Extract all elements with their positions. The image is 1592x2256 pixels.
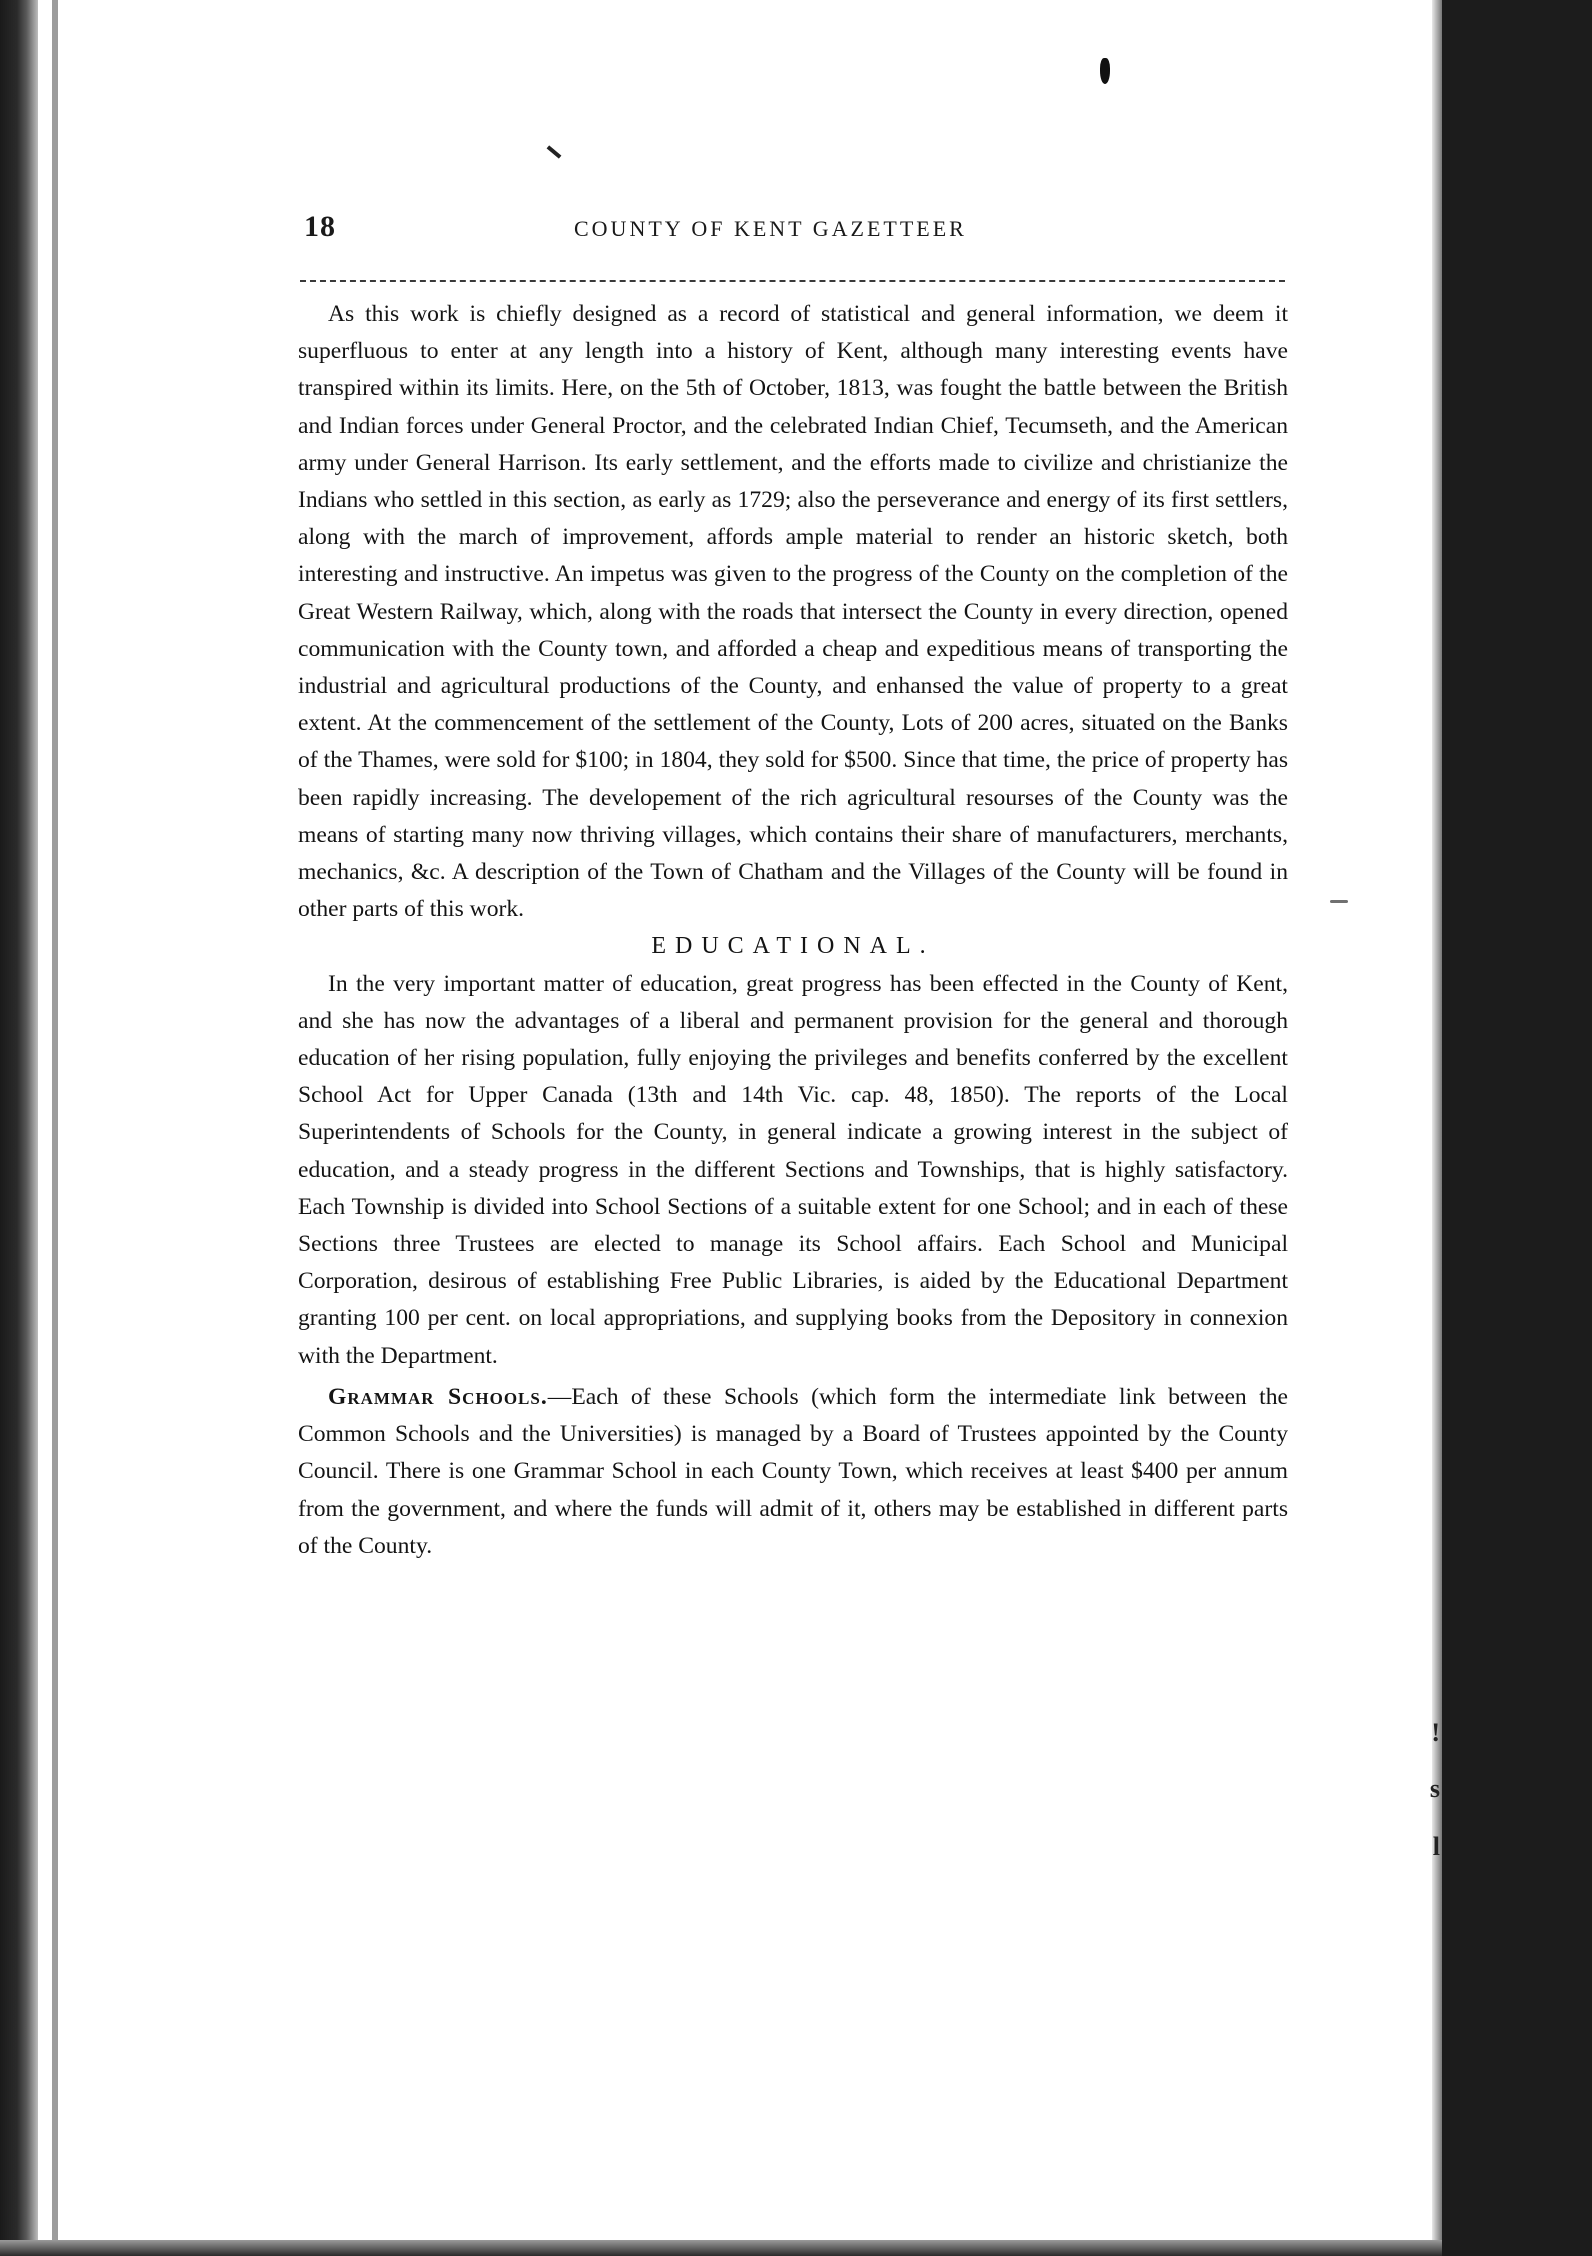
page-number: 18 [304, 210, 336, 243]
header-rule [300, 280, 1285, 282]
margin-mark-2: s [1429, 1774, 1440, 1803]
right-page-edge [1429, 0, 1442, 2256]
page-header [304, 210, 1288, 256]
margin-mark-1: ! [1431, 1718, 1440, 1747]
ink-mark [547, 145, 562, 158]
section-heading: EDUCATIONAL. [651, 933, 935, 960]
page-body [298, 296, 1288, 1565]
running-head: COUNTY OF KENT GAZETTEER [574, 216, 967, 241]
grammar-schools-lead: Grammar Schools. [328, 1383, 548, 1410]
ink-speck [1330, 900, 1348, 903]
ink-speck [1100, 58, 1110, 84]
left-scan-border [0, 0, 38, 2256]
grammar-schools-text: —Each of these Schools (which form the intermediate link between the Common Schools and the Universities) is managed by a Board of Trustees appointed by the County Council. There is one Grammar School in each County Town, which receives at least $400 per annum from the government, and where the funds will admit of it, others may be established in different parts of the County. [298, 1383, 1288, 1559]
grammar-schools-paragraph [298, 1379, 1288, 1565]
right-scan-border [1442, 0, 1592, 2256]
bottom-scan-border [0, 2240, 1442, 2256]
intro-paragraph: As this work is chiefly designed as a record of statistical and general information, we deem it superfluous to enter at any length into a history of Kent, although many interesting events have transpired within its limits. Here, on the 5th of October, 1813, was fought the battle between the British and Indian forces under General Proctor, and the celebrated Indian Chief, Tecumseth, and the American army under General Harrison. Its early settlement, and the efforts made to civilize and christianize the Indians who settled in this section, as early as 1729; also the perseverance and energy of its first settlers, along with the march of improvement, affords ample material to render an historic sketch, both interesting and instructive. An impetus was given to the progress of the County on the completion of the Great Western Railway, which, along with the roads that intersect the County in every direction, opened communication with the County town, and afforded a cheap and expeditious means of transporting the industrial and agricultural productions of the County, and enhansed the value of property to a great extent. At the commencement of the settlement of the County, Lots of 200 acres, situated on the Banks of the Thames, were sold for $100; in 1804, they sold for $500. Since that time, the price of property has been rapidly increasing. The developement of the rich agricultural resourses of the County was the means of starting many now thriving villages, which contains their share of manufacturers, merchants, mechanics, &c. A description of the Town of Chatham and the Villages of the County will be found in other parts of this work. [298, 301, 1288, 923]
education-paragraph: In the very important matter of education, great progress has been effected in the County of Kent, and she has now the advantages of a liberal and permanent provision for the general and thorough education of her rising population, fully enjoying the privileges and benefits conferred by the excellent School Act for Upper Canada (13th and 14th Vic. cap. 48, 1850). The reports of the Local Superintendents of Schools for the County, in general indicate a growing interest in the subject of education, and a steady progress in the different Sections and Townships, that is highly satisfactory. Each Township is divided into School Sections of a suitable extent for one School; and in each of these Sections three Trustees are elected to manage its School affairs. Each School and Municipal Corporation, desirous of establishing Free Public Libraries, is aided by the Educational Department granting 100 per cent. on local appropriations, and supplying books from the Depository in connexion with the Department. [298, 970, 1288, 1369]
margin-mark-3: l [1432, 1832, 1440, 1861]
left-gutter-shadow [52, 0, 58, 2256]
